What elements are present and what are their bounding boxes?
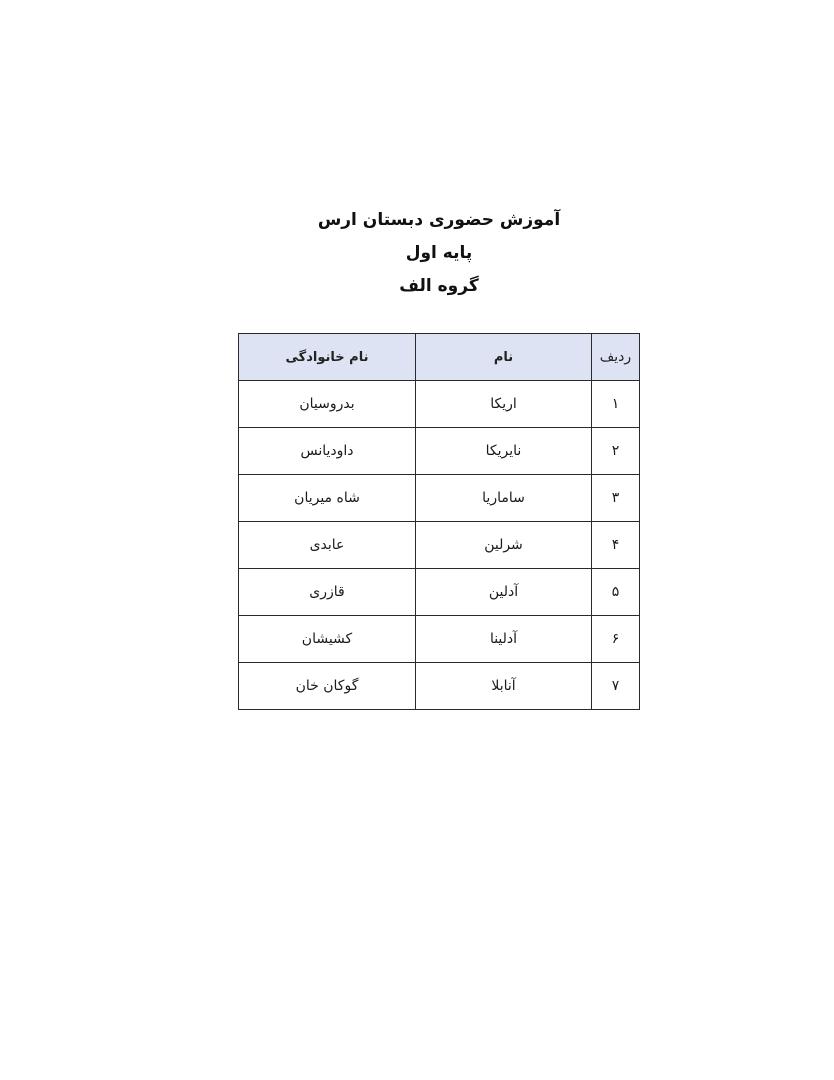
table-row bbox=[239, 428, 640, 475]
first-name-cell: شرلین bbox=[416, 522, 592, 569]
row-number-cell: ۴ bbox=[592, 522, 640, 569]
row-number-cell: ۲ bbox=[592, 428, 640, 475]
row-number-cell: ۱ bbox=[592, 381, 640, 428]
last-name-cell: داودیانس bbox=[239, 428, 416, 475]
group-title: گروه الف bbox=[399, 276, 479, 296]
last-name-cell: عابدی bbox=[239, 522, 416, 569]
first-name-cell: نایریکا bbox=[416, 428, 592, 475]
header-row-number: ردیف bbox=[592, 334, 640, 381]
table-row bbox=[239, 381, 640, 428]
grade-title: پایه اول bbox=[405, 243, 473, 263]
first-name-cell: آدلینا bbox=[416, 616, 592, 663]
table-row bbox=[239, 522, 640, 569]
row-number-cell: ۳ bbox=[592, 475, 640, 522]
table-header-row bbox=[239, 334, 640, 381]
header-first-name: نام bbox=[416, 334, 592, 381]
last-name-cell: گوکان خان bbox=[239, 663, 416, 710]
row-number-cell: ۷ bbox=[592, 663, 640, 710]
first-name-cell: آنابلا bbox=[416, 663, 592, 710]
first-name-cell: آدلین bbox=[416, 569, 592, 616]
school-title: آموزش حضوری دبستان ارس bbox=[317, 210, 561, 230]
last-name-cell: کشیشان bbox=[239, 616, 416, 663]
last-name-cell: قازری bbox=[239, 569, 416, 616]
last-name-cell: بدروسیان bbox=[239, 381, 416, 428]
student-roster-table bbox=[238, 333, 640, 710]
table-row bbox=[239, 663, 640, 710]
row-number-cell: ۵ bbox=[592, 569, 640, 616]
header-last-name: نام خانوادگی bbox=[239, 334, 416, 381]
table-row bbox=[239, 475, 640, 522]
table-row bbox=[239, 616, 640, 663]
table-row bbox=[239, 569, 640, 616]
first-name-cell: اریکا bbox=[416, 381, 592, 428]
row-number-cell: ۶ bbox=[592, 616, 640, 663]
first-name-cell: ساماریا bbox=[416, 475, 592, 522]
last-name-cell: شاه میریان bbox=[239, 475, 416, 522]
document-heading bbox=[0, 204, 834, 303]
